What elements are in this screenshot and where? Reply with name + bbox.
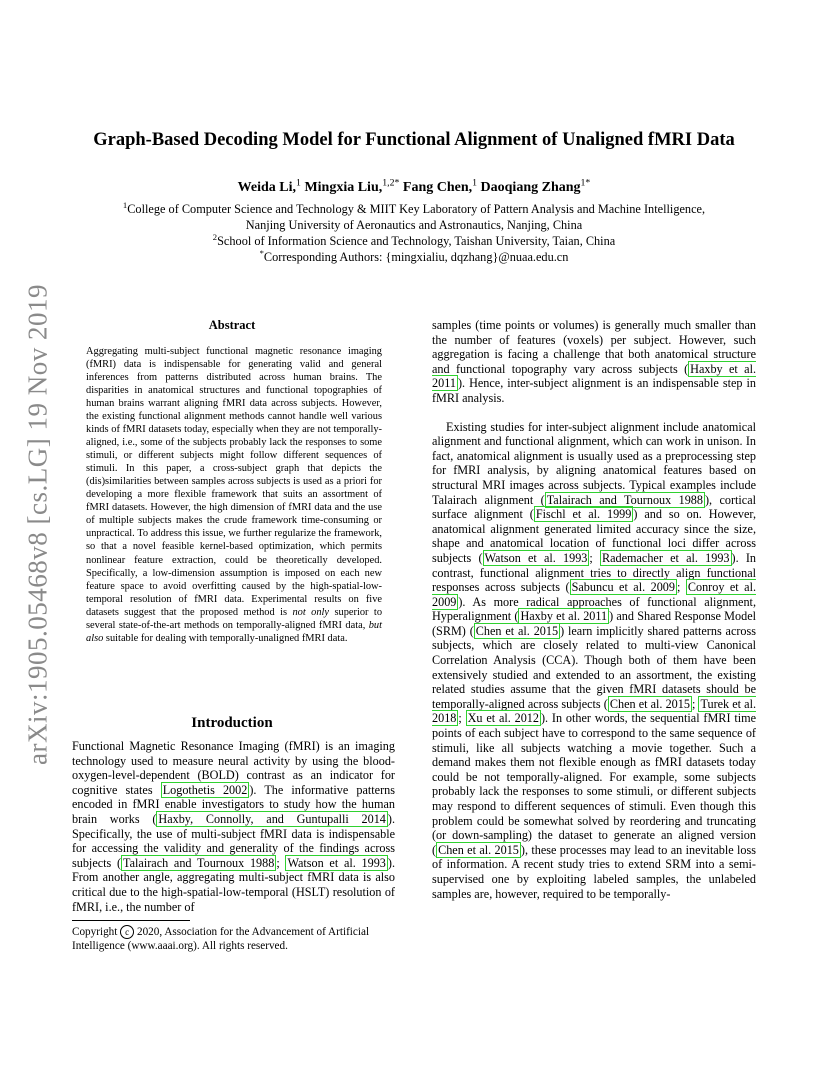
- body-text: ) and Shared Response Model (SRM) (: [432, 609, 756, 638]
- citation-link[interactable]: Sabuncu et al. 2009: [571, 580, 675, 595]
- affil-marker: 2: [212, 231, 218, 242]
- paper-title: Graph-Based Decoding Model for Functional Alignment of Unaligned fMRI Data: [93, 130, 735, 150]
- body-text: ). Specifically, the use of multi-subject fMRI data is indispensable for accessing the validity and generality of the findings across subjects (: [72, 811, 395, 870]
- author-name: Weida Li,: [237, 180, 297, 195]
- body-text: ). From another angle, aggregating multi-subject fMRI data is also critical due to the high-spatial-low-temporal (HSLT) resolution of fMRI, i.e., the number of: [72, 855, 395, 914]
- intro-paragraph: [432, 420, 756, 902]
- copyright-symbol: c: [120, 925, 134, 939]
- affiliations: [60, 201, 768, 265]
- abstract-text: superior to several state-of-the-art methods on temporally-aligned fMRI data,: [86, 606, 383, 631]
- abstract-emphasis: but also: [86, 619, 382, 644]
- author-affil-sup: 1: [472, 177, 478, 189]
- body-text: ;: [691, 696, 699, 711]
- copyright-text: 2020, Association for the Advancement of Artificial Intelligence (www.aaai.org). All rights reserved.: [72, 926, 370, 953]
- body-text: ). In contrast, functional alignment tries to directly align functional responses across subjects (: [432, 550, 756, 595]
- arxiv-identifier: arXiv:1905.05468v8 [cs.LG] 19 Nov 2019: [22, 284, 53, 766]
- intro-paragraph: [432, 318, 756, 406]
- author-name: Daoqiang Zhang: [480, 180, 581, 195]
- body-text: ). Hence, inter-subject alignment is an indispensable step in fMRI analysis.: [432, 376, 756, 405]
- affil-text: Corresponding Authors: {mingxialiu, dqzhang}@nuaa.edu.cn: [263, 250, 569, 264]
- footnote-rule: [72, 920, 190, 921]
- abstract-body: [86, 345, 382, 645]
- citation-link[interactable]: Talairach and Tournoux 1988: [123, 855, 275, 870]
- body-text: Existing studies for inter-subject alignment include anatomical alignment and functional alignment, which can work in unison. In fact, anatomical alignment is usually used as a preprocessing step for fMRI analysis, by aligning anatomical features based on structural MRI images across subjects. Typical examples include Talairach alignment (: [432, 419, 756, 507]
- body-text: ;: [677, 580, 686, 595]
- abstract-heading: Abstract: [208, 318, 256, 332]
- author-affil-sup: 1,2*: [382, 177, 400, 189]
- body-text: ;: [458, 711, 466, 726]
- introduction-heading: Introduction: [191, 715, 273, 731]
- intro-paragraph: [72, 739, 395, 914]
- citation-link[interactable]: Watson et al. 1993: [484, 550, 588, 565]
- citation-link[interactable]: Rademacher et al. 1993: [602, 550, 730, 565]
- author-list: [60, 177, 768, 196]
- body-text: ) and so on. However, anatomical alignment generated limited accuracy since the size, shape and anatomical location of functional loci differ across subjects (: [432, 507, 756, 565]
- citation-link[interactable]: Conroy et al. 2009: [432, 580, 757, 609]
- author-name: Mingxia Liu,: [304, 180, 383, 195]
- affil-marker: 1: [122, 199, 128, 210]
- citation-link[interactable]: Chen et al. 2015: [438, 842, 519, 857]
- copyright-footnote: [72, 925, 395, 953]
- body-text: ) learn implicitly shared patterns across subjects, which are closely related to multi-view Canonical Correlation Analysis (CCA). Though both of them have been extensively studied and extended to an assortment, the existing related studies assume that the given fMRI datasets should be temporally-aligned across subjects (: [432, 623, 756, 711]
- citation-link[interactable]: Logothetis 2002: [162, 782, 248, 797]
- affiliation-line: [60, 201, 768, 217]
- affiliation-line: Nanjing University of Aeronautics and Astronautics, Nanjing, China: [245, 218, 583, 232]
- body-text: ). As more radical approaches of functional alignment, Hyperalignment (: [432, 594, 756, 624]
- citation-link[interactable]: Chen et al. 2015: [475, 623, 559, 638]
- citation-link[interactable]: Fischl et al. 1999: [535, 507, 632, 522]
- body-text: ). In other words, the sequential fMRI time points of each subject have to correspond to the same sequence of stimuli, like all subjects watching a movie together. Such a demand makes them not flexible enough as fMRI datasets today could be not temporally-aligned. For example, some subjects probably lack the responses to some stimuli, or different subjects may respond to different sequences of stimuli. Even though this problem could be somewhat solved by reordering and truncating (or down-sampling) the dataset to generate an aligned version (: [432, 711, 756, 857]
- abstract-text: suitable for dealing with temporally-unaligned fMRI data.: [103, 632, 348, 644]
- copyright-text: Copyright: [72, 926, 121, 938]
- citation-link[interactable]: Haxby, Connolly, and Guntupalli 2014: [158, 811, 386, 826]
- body-text: ). The informative patterns encoded in fMRI enable investigators to study how the human brain works (: [72, 782, 395, 826]
- citation-link[interactable]: Watson et al. 1993: [287, 855, 386, 870]
- body-text: Functional Magnetic Resonance Imaging (fMRI) is an imaging technology used to measure neural activity by using the blood-oxygen-level-dependent (BOLD) contrast as an indicator for cognitive states: [72, 739, 395, 797]
- body-text: ;: [276, 855, 286, 870]
- intro-left-column: [72, 739, 395, 914]
- author-affil-sup: 1*: [580, 177, 591, 189]
- author-name: Fang Chen,: [402, 180, 473, 195]
- corresponding-authors: [60, 249, 768, 265]
- affil-marker: *: [259, 247, 264, 258]
- abstract-text: Aggregating multi-subject functional magnetic resonance imaging (fMRI) data is indispensable for generating valid and general inferences from patterns distributed across human brains. The disparities in anatomical structures and functional topographies of human brains warrant aligning fMRI data across subjects. However, the existing functional alignment methods cannot handle well various kinds of fMRI datasets today, especially when they are not temporally-aligned, i.e., some of the subjects probably lack the responses to some stimuli, or different subjects might follow different sequences of stimuli. In this paper, a cross-subject graph that depicts the (dis)similarities between samples across subjects is used as a priori for developing a more flexible framework that suits an assortment of fMRI datasets. However, the high dimension of fMRI data and the use of multiple subjects makes the crude framework time-consuming or unpractical. To address this issue, we further regularize the framework, so that a novel feasible kernel-based optimization, which permits nonlinear feature extraction, could be theoretically developed. Specifically, a low-dimension assumption is imposed on each new feature space to avoid overfitting caused by the high-spatial-low-temporal resolution of fMRI data. Experimental results on five datasets suggest that the proposed method is: [86, 346, 382, 618]
- body-text: ;: [589, 550, 600, 565]
- body-text: ), these processes may lead to an inevitable loss of information. A recent study tries to extend SRM into a semi-supervised one by exploiting labeled samples, the unlabeled samples are, however, required to be temporally-: [432, 842, 756, 901]
- citation-link[interactable]: Talairach and Tournoux 1988: [546, 492, 703, 507]
- intro-right-column: [432, 318, 756, 901]
- body-text: ), cortical surface alignment (: [432, 492, 757, 522]
- abstract-emphasis: not only: [292, 606, 330, 618]
- affil-text: College of Computer Science and Technology & MIIT Key Laboratory of Pattern Analysis and Machine Intelligence,: [127, 202, 706, 216]
- affiliation-line: [60, 233, 768, 249]
- citation-link[interactable]: Haxby et al. 2011: [432, 361, 756, 391]
- author-affil-sup: 1: [296, 177, 301, 189]
- body-text: samples (time points or volumes) is generally much smaller than the number of features (voxels) per subject. However, such aggregation is facing a challenge that both anatomical structure and functional topography vary across subjects (: [432, 318, 756, 376]
- citation-link[interactable]: Xu et al. 2012: [467, 711, 539, 726]
- citation-link[interactable]: Haxby et al. 2011: [520, 609, 608, 624]
- affil-text: School of Information Science and Technology, Taishan University, Taian, China: [217, 234, 616, 248]
- citation-link[interactable]: Turek et al. 2018: [432, 696, 757, 726]
- citation-link[interactable]: Chen et al. 2015: [609, 696, 690, 711]
